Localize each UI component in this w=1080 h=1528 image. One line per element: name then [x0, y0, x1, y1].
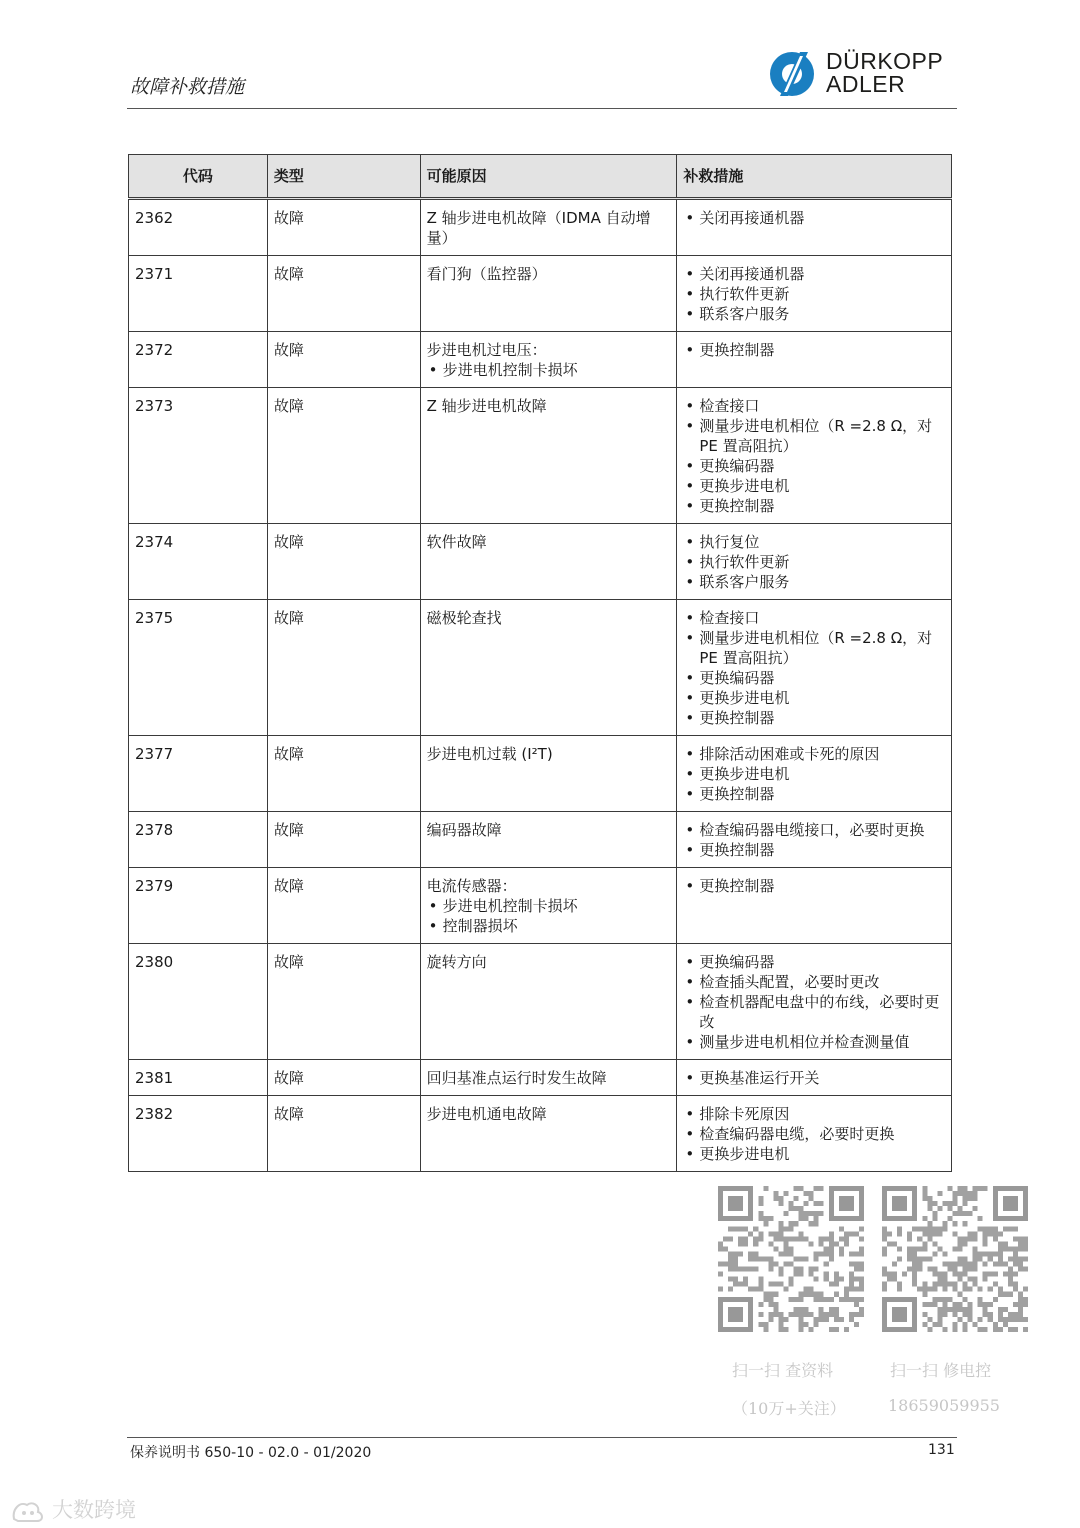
cause-text: 电流传感器： — [426, 877, 517, 895]
cause-text: 步进电机过载 (I²T) — [426, 745, 553, 763]
remedy-item: • 执行软件更新 — [683, 284, 945, 304]
fault-type-cell: 故障 — [267, 199, 420, 256]
possible-cause-cell — [420, 199, 677, 256]
cause-text: 看门狗（监控器） — [426, 265, 547, 283]
remedy-item: • 关闭再接通机器 — [683, 264, 945, 284]
possible-cause-cell — [420, 256, 677, 332]
cause-text: 步进电机通电故障 — [426, 1105, 547, 1123]
remedy-item: • 联系客户服务 — [683, 304, 945, 324]
column-header-cause: 可能原因 — [420, 155, 677, 199]
cause-text: 软件故障 — [426, 533, 487, 551]
fault-type-cell: 故障 — [267, 868, 420, 944]
remedy-cell — [677, 600, 952, 736]
remedy-item: • 测量步进电机相位并检查测量值 — [683, 1032, 945, 1052]
cause-sub-item: • 步进电机控制卡损坏 — [427, 896, 671, 916]
cause-text: 磁极轮查找 — [426, 609, 502, 627]
fault-code-cell: 2381 — [129, 1060, 268, 1096]
fault-type-cell: 故障 — [267, 524, 420, 600]
fault-code-cell: 2373 — [129, 388, 268, 524]
footer-document-id: 保养说明书 650-10 - 02.0 - 01/2020 — [130, 1445, 372, 1461]
remedy-list — [683, 340, 945, 360]
remedy-item: • 排除活动困难或卡死的原因 — [683, 744, 945, 764]
qr-code-icon — [882, 1186, 1028, 1332]
possible-cause-cell — [420, 388, 677, 524]
remedy-item: • 更换步进电机 — [683, 688, 945, 708]
remedy-item: • 检查接口 — [683, 396, 945, 416]
watermark-text: 大数跨境 — [52, 1498, 136, 1522]
column-header-type: 类型 — [267, 155, 420, 199]
remedy-item: • 更换步进电机 — [683, 1144, 945, 1164]
qr-right-subcaption: 18659059955 — [888, 1396, 1000, 1415]
remedy-cell — [677, 1060, 952, 1096]
cause-text: 回归基准点运行时发生故障 — [426, 1069, 607, 1087]
remedy-list — [683, 820, 945, 860]
cause-sub-item: • 控制器损坏 — [427, 916, 671, 936]
remedy-item: • 更换编码器 — [683, 668, 945, 688]
possible-cause-cell — [420, 332, 677, 388]
remedy-cell — [677, 388, 952, 524]
fault-code-cell: 2379 — [129, 868, 268, 944]
table-row — [129, 199, 952, 256]
durkopp-adler-logo-icon — [762, 50, 822, 98]
remedy-cell — [677, 812, 952, 868]
qr-left-subcaption: （10万+关注） — [732, 1399, 846, 1418]
remedy-item: • 更换编码器 — [683, 456, 945, 476]
remedy-item: • 检查插头配置，必要时更改 — [683, 972, 945, 992]
possible-cause-cell — [420, 868, 677, 944]
table-row — [129, 736, 952, 812]
cause-text: Z 轴步进电机故障 — [426, 397, 547, 415]
fault-code-cell: 2372 — [129, 332, 268, 388]
remedy-item: • 更换控制器 — [683, 340, 945, 360]
fault-type-cell: 故障 — [267, 1060, 420, 1096]
possible-cause-cell — [420, 812, 677, 868]
table-row — [129, 944, 952, 1060]
page-number: 131 — [928, 1442, 955, 1458]
remedy-item: • 排除卡死原因 — [683, 1104, 945, 1124]
remedy-cell — [677, 736, 952, 812]
remedy-item: • 更换控制器 — [683, 784, 945, 804]
fault-code-cell: 2371 — [129, 256, 268, 332]
brand-watermark-icon — [10, 1499, 48, 1523]
remedy-item: • 测量步进电机相位（R =2.8 Ω，对 PE 置高阻抗） — [683, 628, 945, 668]
table-row — [129, 1060, 952, 1096]
remedy-item: • 执行复位 — [683, 532, 945, 552]
remedy-cell — [677, 524, 952, 600]
remedy-item: • 更换控制器 — [683, 840, 945, 860]
cause-text: 步进电机过电压： — [426, 341, 547, 359]
fault-code-table — [128, 154, 952, 1172]
footer-divider — [127, 1437, 957, 1438]
fault-type-cell: 故障 — [267, 600, 420, 736]
remedy-cell — [677, 868, 952, 944]
fault-type-cell: 故障 — [267, 736, 420, 812]
fault-type-cell: 故障 — [267, 812, 420, 868]
column-header-remedy: 补救措施 — [677, 155, 952, 199]
cause-sub-item: • 步进电机控制卡损坏 — [427, 360, 671, 380]
remedy-item: • 关闭再接通机器 — [683, 208, 945, 228]
remedy-item: • 更换步进电机 — [683, 764, 945, 784]
remedy-list — [683, 396, 945, 516]
remedy-list — [683, 208, 945, 228]
page-section-title: 故障补救措施 — [130, 76, 245, 98]
cause-text: 编码器故障 — [426, 821, 502, 839]
remedy-cell — [677, 256, 952, 332]
qr-code-icon — [718, 1186, 864, 1332]
remedy-cell — [677, 199, 952, 256]
fault-type-cell: 故障 — [267, 388, 420, 524]
table-row — [129, 1096, 952, 1172]
remedy-item: • 更换控制器 — [683, 708, 945, 728]
table-row — [129, 524, 952, 600]
remedy-item: • 更换控制器 — [683, 876, 945, 896]
fault-type-cell: 故障 — [267, 944, 420, 1060]
remedy-list — [683, 744, 945, 804]
possible-cause-cell — [420, 1096, 677, 1172]
header-divider — [127, 108, 957, 109]
possible-cause-cell — [420, 736, 677, 812]
qr-left-caption: 扫一扫 查资料 — [732, 1361, 834, 1380]
possible-cause-cell — [420, 1060, 677, 1096]
fault-code-cell: 2374 — [129, 524, 268, 600]
table-row — [129, 600, 952, 736]
brand-line-2: ADLER — [826, 71, 906, 97]
fault-code-cell: 2382 — [129, 1096, 268, 1172]
remedy-item: • 测量步进电机相位（R =2.8 Ω，对 PE 置高阻抗） — [683, 416, 945, 456]
fault-type-cell: 故障 — [267, 332, 420, 388]
brand-name — [826, 50, 943, 96]
remedy-item: • 联系客户服务 — [683, 572, 945, 592]
remedy-item: • 检查机器配电盘中的布线，必要时更改 — [683, 992, 945, 1032]
cause-text: Z 轴步进电机故障（IDMA 自动增量） — [426, 209, 651, 247]
fault-code-cell: 2380 — [129, 944, 268, 1060]
table-body — [129, 199, 952, 1172]
remedy-list — [683, 1068, 945, 1088]
remedy-item: • 执行软件更新 — [683, 552, 945, 572]
remedy-item: • 更换控制器 — [683, 496, 945, 516]
table-row — [129, 332, 952, 388]
fault-type-cell: 故障 — [267, 1096, 420, 1172]
fault-code-cell: 2378 — [129, 812, 268, 868]
source-watermark — [10, 1494, 136, 1524]
remedy-list — [683, 1104, 945, 1164]
brand-line-1: DÜRKOPP — [826, 48, 944, 74]
remedy-item: • 更换编码器 — [683, 952, 945, 972]
possible-cause-cell — [420, 524, 677, 600]
possible-cause-cell — [420, 600, 677, 736]
qr-right-caption: 扫一扫 修电控 — [890, 1361, 992, 1380]
column-header-code: 代码 — [129, 155, 268, 199]
remedy-list — [683, 608, 945, 728]
fault-code-cell: 2375 — [129, 600, 268, 736]
remedy-cell — [677, 332, 952, 388]
remedy-item: • 更换基准运行开关 — [683, 1068, 945, 1088]
remedy-item: • 检查编码器电缆，必要时更换 — [683, 1124, 945, 1144]
remedy-item: • 更换步进电机 — [683, 476, 945, 496]
remedy-item: • 检查编码器电缆接口，必要时更换 — [683, 820, 945, 840]
remedy-list — [683, 952, 945, 1052]
fault-code-cell: 2362 — [129, 199, 268, 256]
cause-text: 旋转方向 — [426, 953, 487, 971]
remedy-list — [683, 264, 945, 324]
fault-code-cell: 2377 — [129, 736, 268, 812]
table-row — [129, 256, 952, 332]
remedy-list — [683, 532, 945, 592]
remedy-list — [683, 876, 945, 896]
remedy-item: • 检查接口 — [683, 608, 945, 628]
table-header-row — [129, 155, 952, 199]
table-row — [129, 868, 952, 944]
possible-cause-cell — [420, 944, 677, 1060]
table-row — [129, 812, 952, 868]
remedy-cell — [677, 1096, 952, 1172]
remedy-cell — [677, 944, 952, 1060]
fault-type-cell: 故障 — [267, 256, 420, 332]
table-row — [129, 388, 952, 524]
